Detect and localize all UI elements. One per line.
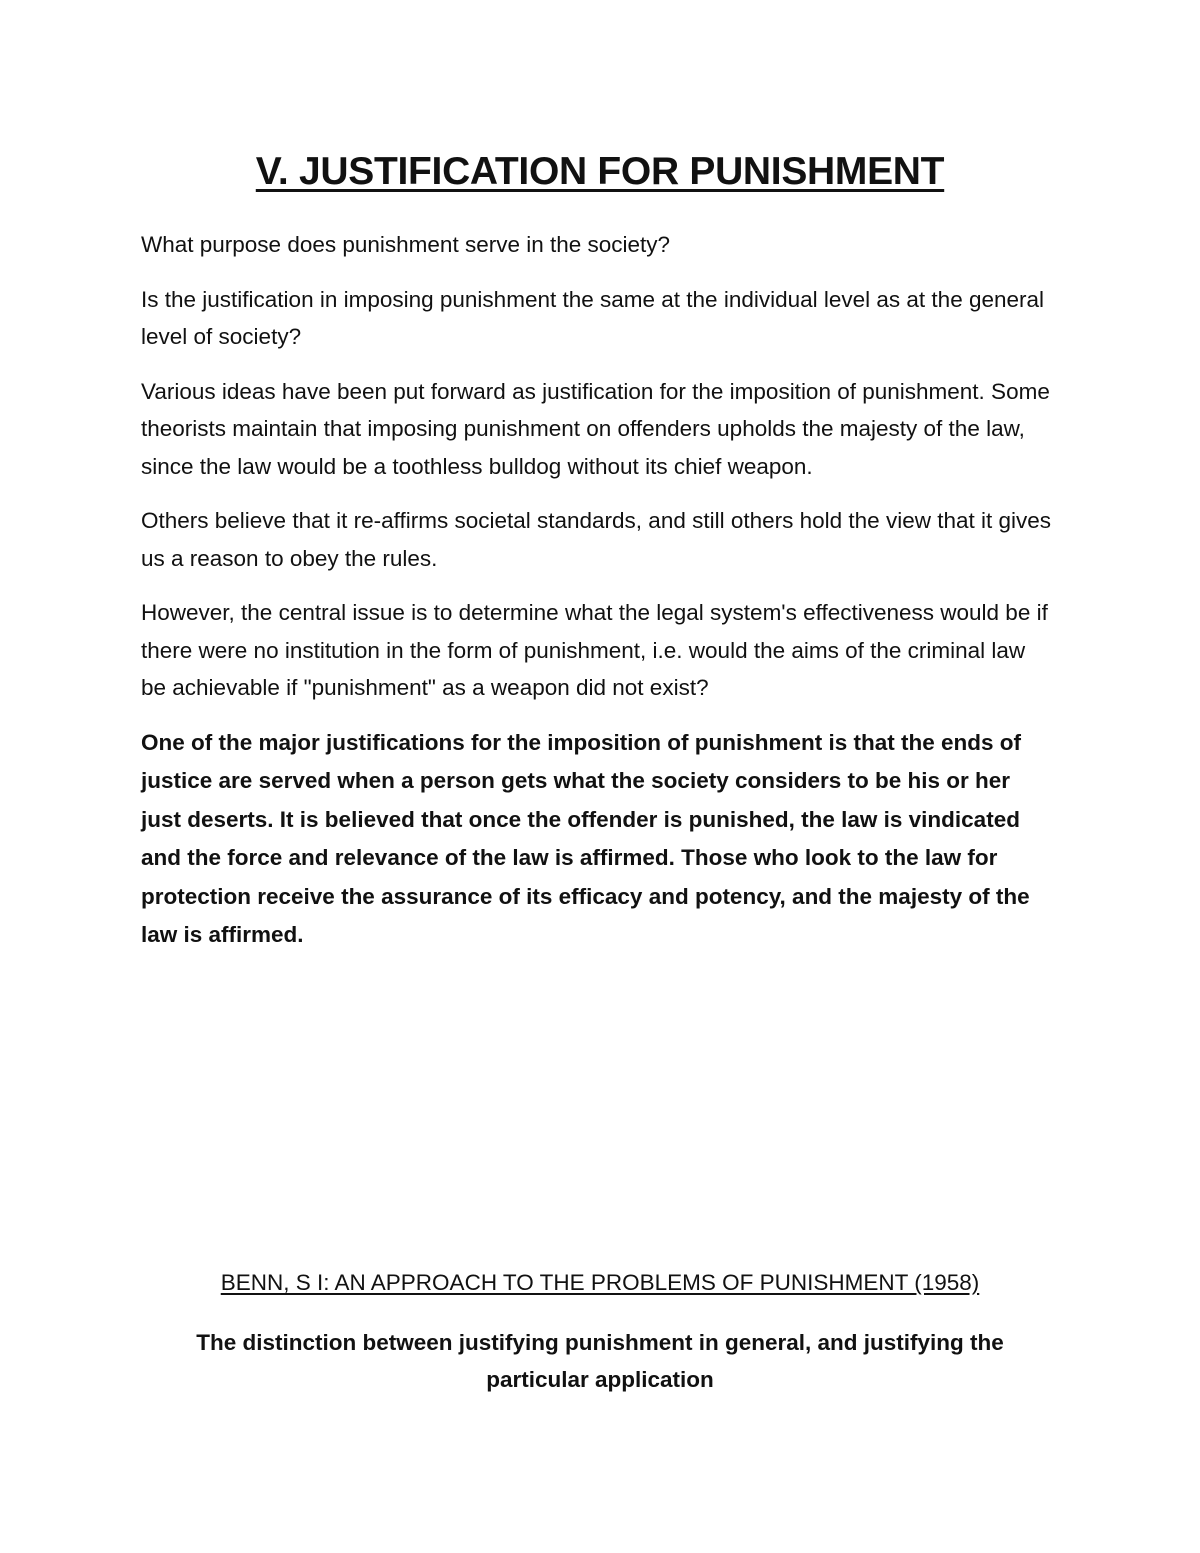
paragraph-major-justification: One of the major justifications for the imposition of punishment is that the ends of justice are served when a person gets what the society considers to be his or her just deserts. It is believed that once the offender is punished, the law is vindicated and the force and relevance of the law is affirmed. Those who look to the law for protection receive the assurance of its efficacy and potency, and the majesty of the law is affirmed.	[141, 729, 1030, 947]
paragraph-various-ideas: Various ideas have been put forward as justification for the imposition of punishment. Some theorists maintain that imposing punishment on offenders upholds the majesty of the law, since the law would be a toothless bulldog without its chief weapon.	[141, 378, 1050, 479]
reference-heading: BENN, S I: AN APPROACH TO THE PROBLEMS OF PUNISHMENT (1958)	[220, 1270, 980, 1295]
reference-subheading: The distinction between justifying punishment in general, and justifying the particular application	[196, 1330, 1004, 1392]
page-title: V. JUSTIFICATION FOR PUNISHMENT	[255, 150, 945, 193]
document-body	[141, 226, 1056, 972]
paragraph-central-issue: However, the central issue is to determine what the legal system's effectiveness would be if there were no institution in the form of punishment, i.e. would the aims of the criminal law be achievable if "punishment" as a weapon did not exist?	[141, 600, 1048, 700]
paragraph-purpose-question: What purpose does punishment serve in the society?	[141, 232, 671, 257]
paragraph-justification-question: Is the justification in imposing punishment the same at the individual level as at the general level of society?	[141, 286, 1045, 349]
paragraph-others-believe: Others believe that it re-affirms societal standards, and still others hold the view that it gives us a reason to obey the rules.	[141, 508, 1052, 571]
